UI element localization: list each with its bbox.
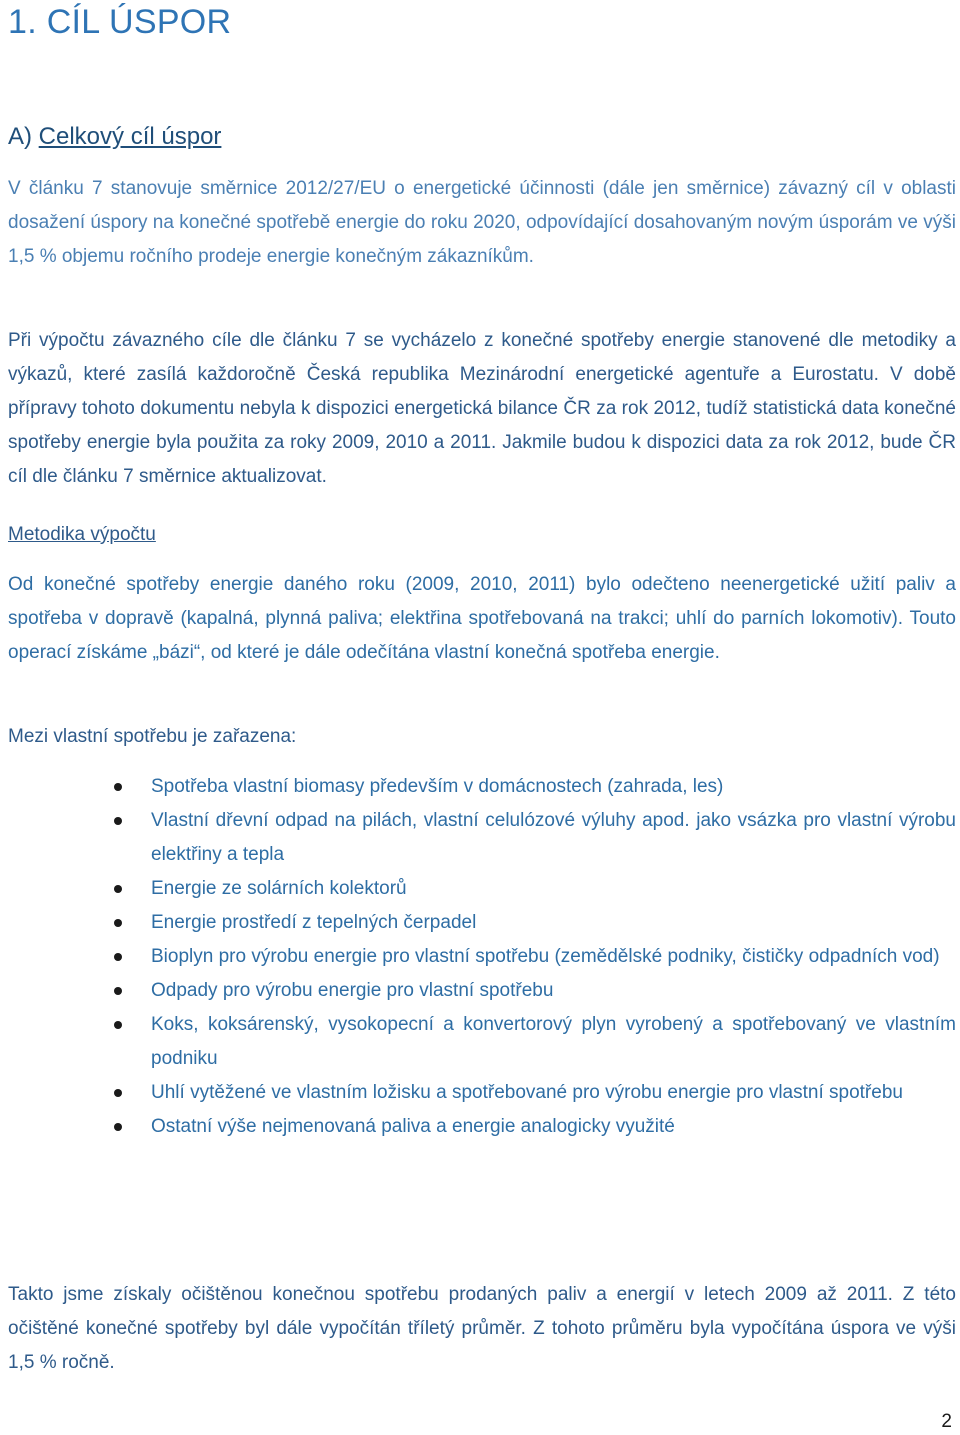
page-number: 2 bbox=[941, 1411, 952, 1432]
section-prefix: A) bbox=[8, 123, 39, 150]
list-item: Vlastní dřevní odpad na pilách, vlastní celulózové výluhy apod. jako vsázka pro vlastní výrobu elektřiny a tepla bbox=[0, 804, 956, 872]
bullet-icon bbox=[114, 885, 122, 893]
paragraph-methodology: Od konečné spotřeby energie daného roku (2009, 2010, 2011) bylo odečteno neenergetické užití paliv a spotřeba v dopravě (kapalná, plynná paliva; elektřina spotřebovaná na trakci; uhlí do parních lokomotiv). Touto operací získáme „bázi“, od které je dále odečítána vlastní konečná spotřeba energie. bbox=[8, 574, 956, 663]
paragraph-result: Takto jsme získaly očištěnou konečnou spotřebu prodaných paliv a energií v letech 2009 až 2011. Z této očištěné konečné spotřeby byl dále vypočítán tříletý průměr. Z tohoto průměru byla vypočítána úspora ve výši 1,5 % ročně. bbox=[8, 1284, 956, 1373]
section-title: Celkový cíl úspor bbox=[38, 123, 222, 150]
subheading-methodology: Metodika výpočtu bbox=[8, 524, 156, 545]
bullet-icon bbox=[114, 783, 122, 791]
list-item: Uhlí vytěžené ve vlastním ložisku a spotřebované pro výrobu energie pro vlastní spotřebu bbox=[0, 1076, 956, 1110]
own-consumption-list bbox=[0, 770, 956, 1144]
bullet-icon bbox=[114, 1123, 122, 1131]
chapter-heading: 1. CÍL ÚSPOR bbox=[8, 3, 232, 41]
list-item: Energie prostředí z tepelných čerpadel bbox=[0, 906, 956, 940]
bullet-icon bbox=[114, 987, 122, 995]
list-item: Ostatní výše nejmenovaná paliva a energie analogicky využité bbox=[0, 1110, 956, 1144]
paragraph-savings-target: V článku 7 stanovuje směrnice 2012/27/EU o energetické účinnosti (dále jen směrnice) závazný cíl v oblasti dosažení úspory na konečné spotřebě energie do roku 2020, odpovídající dosahovaným novým úsporám ve výši 1,5 % objemu ročního prodeje energie konečným zákazníkům. bbox=[8, 178, 956, 267]
bullet-icon bbox=[114, 953, 122, 961]
section-heading bbox=[8, 120, 221, 154]
paragraph-calculation-basis: Při výpočtu závazného cíle dle článku 7 se vycházelo z konečné spotřeby energie stanovené dle metodiky a výkazů, které zasílá každoročně Česká republika Mezinárodní energetické agentuře a Eurostatu. V době přípravy tohoto dokumentu nebyla k dispozici energetická bilance ČR za rok 2012, tudíž statistická data konečné spotřeby energie byla použita za roky 2009, 2010 a 2011. Jakmile budou k dispozici data za rok 2012, bude ČR cíl dle článku 7 směrnice aktualizovat. bbox=[8, 330, 956, 487]
bullet-icon bbox=[114, 1089, 122, 1097]
paragraph-own-consumption-intro: Mezi vlastní spotřebu je zařazena: bbox=[8, 726, 297, 747]
list-item: Koks, koksárenský, vysokopecní a konvertorový plyn vyrobený a spotřebovaný ve vlastním podniku bbox=[0, 1008, 956, 1076]
list-item: Spotřeba vlastní biomasy především v domácnostech (zahrada, les) bbox=[0, 770, 956, 804]
list-item: Bioplyn pro výrobu energie pro vlastní spotřebu (zemědělské podniky, čističky odpadních vod) bbox=[0, 940, 956, 974]
bullet-icon bbox=[114, 817, 122, 825]
list-item: Odpady pro výrobu energie pro vlastní spotřebu bbox=[0, 974, 956, 1008]
bullet-icon bbox=[114, 919, 122, 927]
list-item: Energie ze solárních kolektorů bbox=[0, 872, 956, 906]
bullet-icon bbox=[114, 1021, 122, 1029]
